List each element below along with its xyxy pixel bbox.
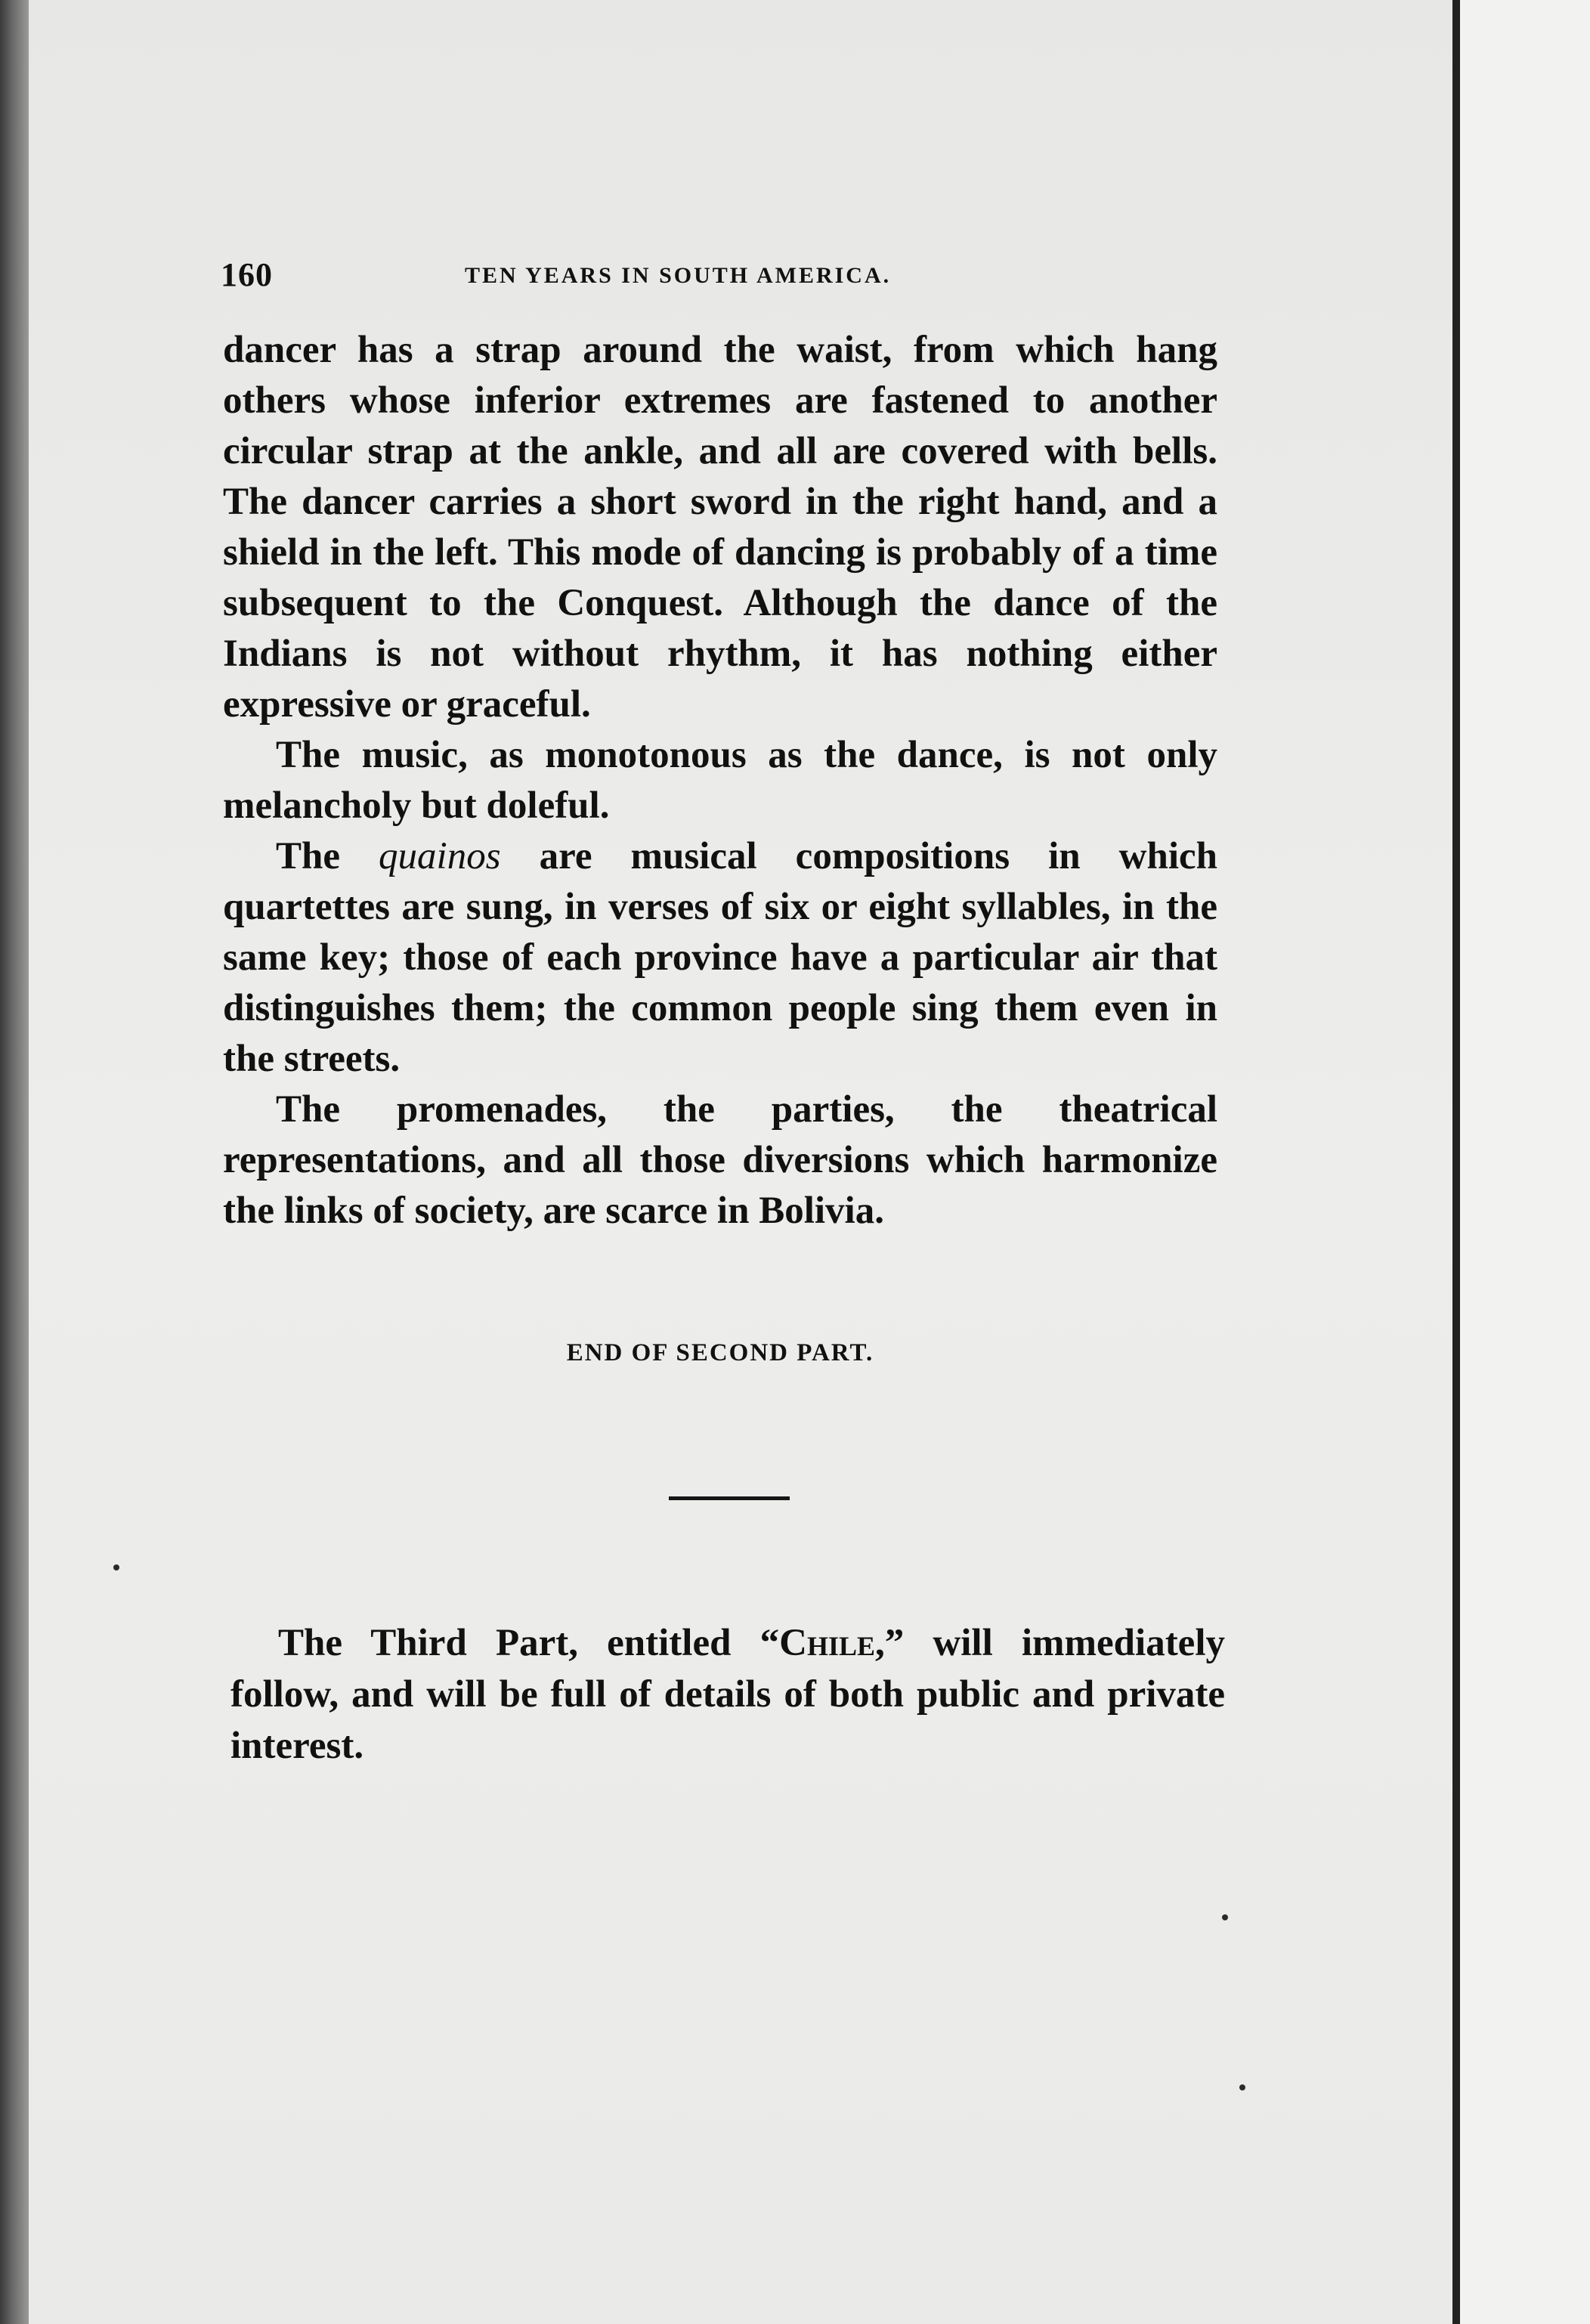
running-title: TEN YEARS IN SOUTH AMERICA. bbox=[465, 263, 892, 288]
closing-note bbox=[230, 1617, 1225, 1772]
paragraph-1: dancer has a strap around the waist, from which hang others whose inferior extremes are fastened to another circular strap at the ankle, and all are covered with bells. The dancer carries a short sword in the right hand, and a shield in the left. This mode of dancing is probably of a time subsequent to the Conquest. Although the dance of the Indians is not without rhythm, it has nothing either expressive or graceful. bbox=[223, 329, 1217, 726]
page-number: 160 bbox=[221, 256, 273, 293]
paragraph-2: The music, as monotonous as the dance, is not only melancholy but doleful. bbox=[223, 734, 1217, 827]
print-speck bbox=[1222, 1914, 1228, 1920]
paragraph-4: The promenades, the parties, the theatrical representations, and all those diversions which harmonize the links of society, are scarce in Bolivia. bbox=[223, 1088, 1217, 1232]
note-before: The Third Part, entitled “ bbox=[278, 1622, 780, 1664]
section-rule bbox=[669, 1496, 790, 1500]
closing-note-paragraph bbox=[230, 1617, 1225, 1772]
running-header bbox=[221, 255, 1218, 298]
book-gutter bbox=[0, 0, 29, 2324]
body-text bbox=[223, 325, 1217, 1236]
quainos-term: quainos bbox=[379, 835, 501, 877]
paragraph-3-start: The bbox=[276, 835, 379, 877]
print-speck bbox=[113, 1564, 119, 1570]
adjacent-page bbox=[1460, 0, 1590, 2324]
note-title: Chile, bbox=[779, 1622, 885, 1664]
print-speck bbox=[1239, 2084, 1245, 2090]
paragraph-3-rest: are musical compositions in which quartettes are sung, in verses of six or eight syllables, in the same key; those of each province have a particular air that distinguishes them; the common people sing them even in the streets. bbox=[223, 835, 1217, 1080]
note-after: ” will immediately follow, and will be full of details of both public and private interest. bbox=[230, 1622, 1225, 1767]
paragraph-3 bbox=[223, 831, 1217, 1085]
page-edge bbox=[1452, 0, 1460, 2324]
end-of-part-heading: END OF SECOND PART. bbox=[566, 1339, 874, 1366]
